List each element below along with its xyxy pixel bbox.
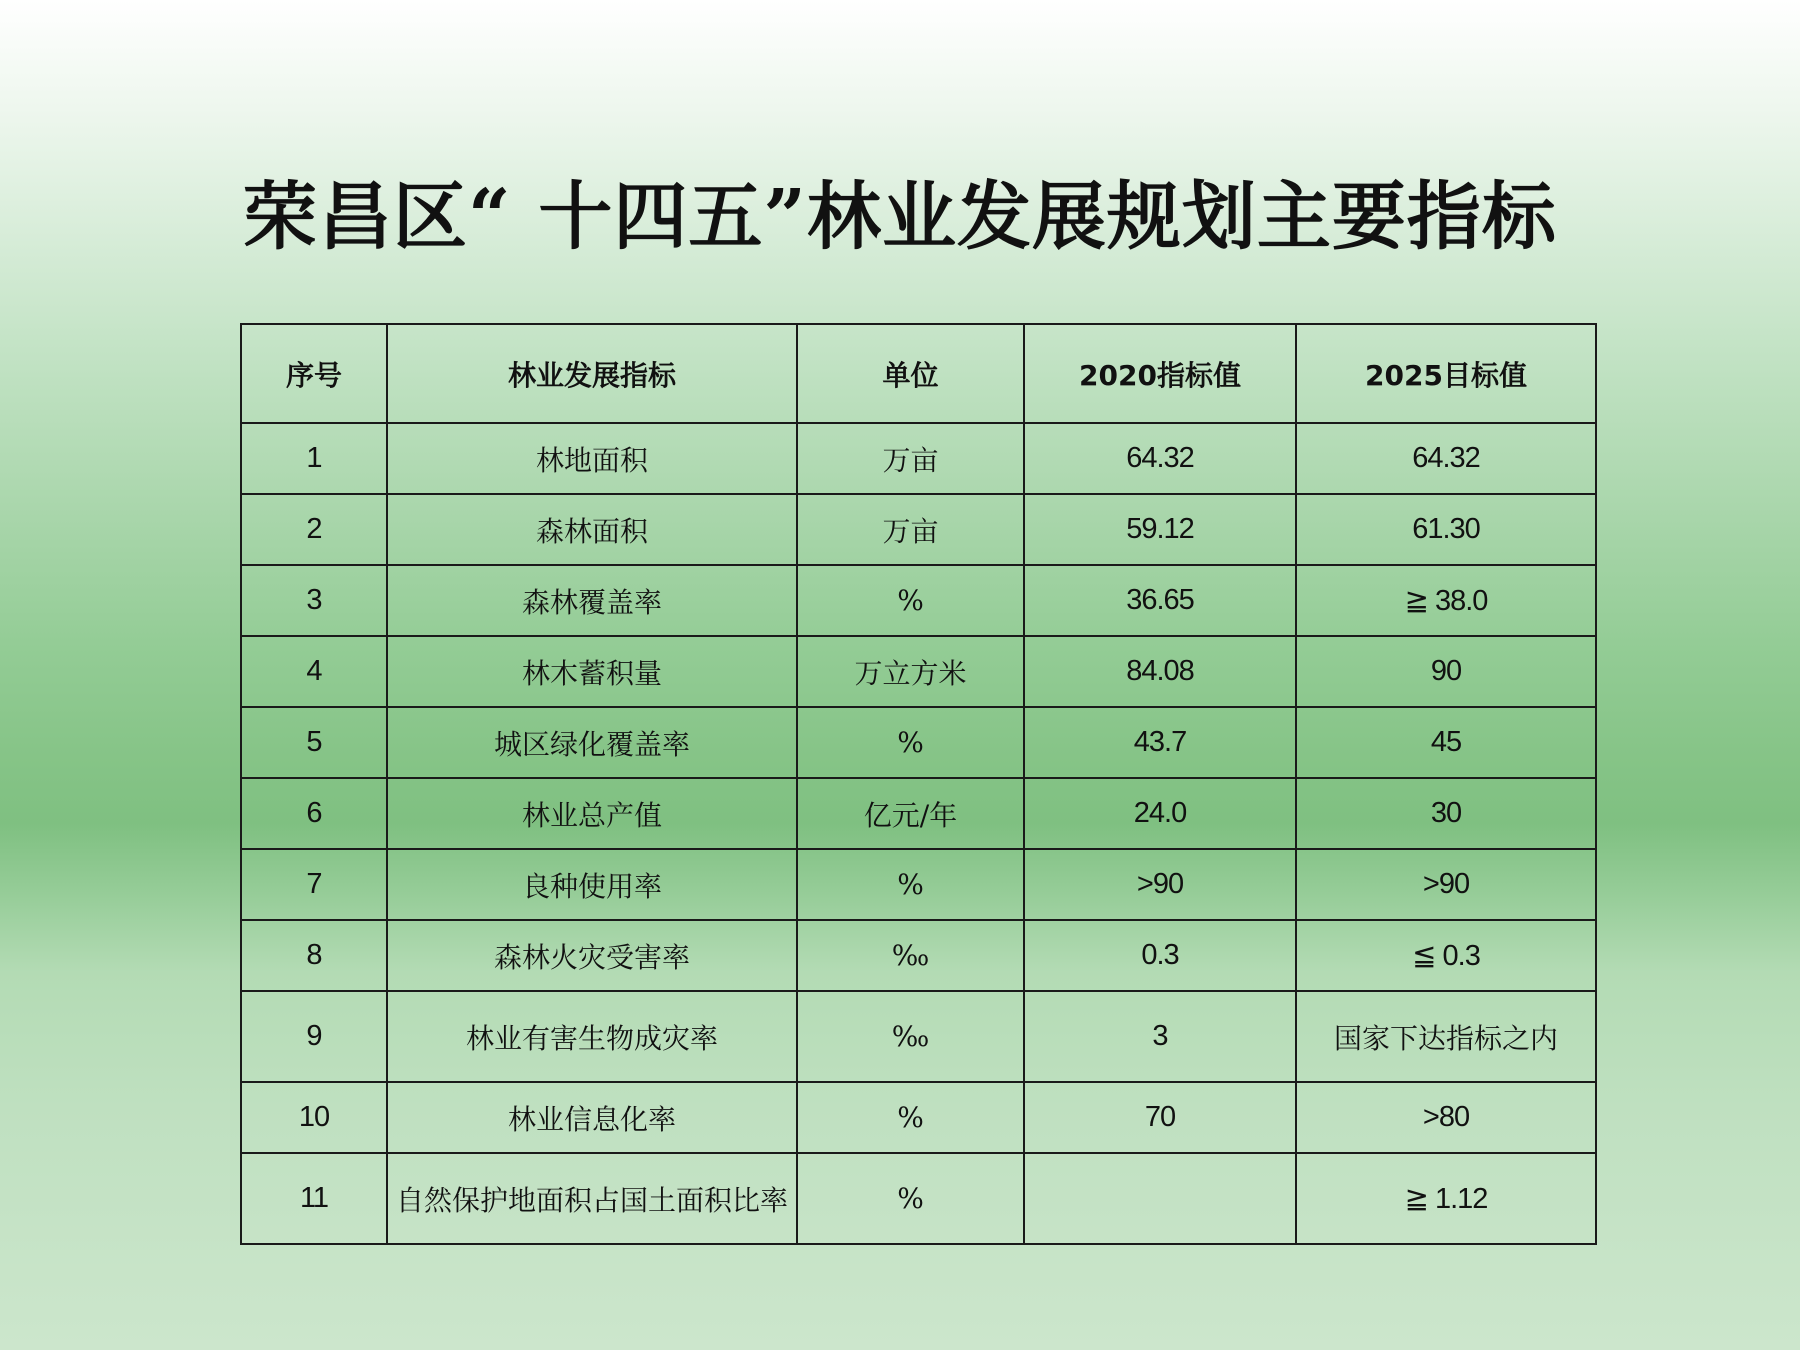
cell-seq: 8 xyxy=(241,920,387,991)
header-unit: 单位 xyxy=(797,324,1024,423)
cell-2025-target: 61.30 xyxy=(1296,494,1596,565)
cell-indicator: 林地面积 xyxy=(387,423,797,494)
cell-2025-target: 45 xyxy=(1296,707,1596,778)
cell-2020-value: >90 xyxy=(1024,849,1296,920)
cell-unit: % xyxy=(797,1082,1024,1153)
cell-2020-value: 59.12 xyxy=(1024,494,1296,565)
cell-unit: % xyxy=(797,565,1024,636)
table-row xyxy=(241,1082,1596,1153)
cell-indicator: 城区绿化覆盖率 xyxy=(387,707,797,778)
cell-unit: ‰ xyxy=(797,920,1024,991)
cell-2025-target: 30 xyxy=(1296,778,1596,849)
table-header-row xyxy=(241,324,1596,423)
header-2025-target: 2025目标值 xyxy=(1296,324,1596,423)
table-row xyxy=(241,849,1596,920)
cell-unit: 万亩 xyxy=(797,423,1024,494)
cell-unit: 亿元/年 xyxy=(797,778,1024,849)
cell-seq: 10 xyxy=(241,1082,387,1153)
cell-seq: 6 xyxy=(241,778,387,849)
cell-unit: % xyxy=(797,849,1024,920)
cell-unit: 万立方米 xyxy=(797,636,1024,707)
cell-seq: 3 xyxy=(241,565,387,636)
cell-seq: 4 xyxy=(241,636,387,707)
cell-2020-value: 70 xyxy=(1024,1082,1296,1153)
cell-unit: % xyxy=(797,1153,1024,1244)
cell-2025-target: ≧ 1.12 xyxy=(1296,1153,1596,1244)
cell-seq: 2 xyxy=(241,494,387,565)
cell-2020-value: 36.65 xyxy=(1024,565,1296,636)
cell-seq: 11 xyxy=(241,1153,387,1244)
header-seq: 序号 xyxy=(241,324,387,423)
cell-indicator: 森林覆盖率 xyxy=(387,565,797,636)
cell-2020-value: 24.0 xyxy=(1024,778,1296,849)
cell-indicator: 良种使用率 xyxy=(387,849,797,920)
table-row xyxy=(241,991,1596,1082)
cell-2020-value: 64.32 xyxy=(1024,423,1296,494)
cell-2025-target: 国家下达指标之内 xyxy=(1296,991,1596,1082)
table-row xyxy=(241,636,1596,707)
cell-indicator: 林业信息化率 xyxy=(387,1082,797,1153)
header-2020-value: 2020指标值 xyxy=(1024,324,1296,423)
table-row xyxy=(241,707,1596,778)
cell-indicator: 自然保护地面积占国土面积比率 xyxy=(387,1153,797,1244)
cell-seq: 5 xyxy=(241,707,387,778)
cell-2020-value: 84.08 xyxy=(1024,636,1296,707)
cell-indicator: 森林火灾受害率 xyxy=(387,920,797,991)
cell-indicator: 林业总产值 xyxy=(387,778,797,849)
cell-seq: 7 xyxy=(241,849,387,920)
cell-2020-value: 3 xyxy=(1024,991,1296,1082)
cell-2025-target: >80 xyxy=(1296,1082,1596,1153)
cell-indicator: 林业有害生物成灾率 xyxy=(387,991,797,1082)
cell-2025-target: ≦ 0.3 xyxy=(1296,920,1596,991)
table-row xyxy=(241,1153,1596,1244)
table-row xyxy=(241,920,1596,991)
header-indicator: 林业发展指标 xyxy=(387,324,797,423)
cell-seq: 9 xyxy=(241,991,387,1082)
cell-indicator: 森林面积 xyxy=(387,494,797,565)
table-row xyxy=(241,423,1596,494)
cell-2020-value: 43.7 xyxy=(1024,707,1296,778)
cell-2020-value xyxy=(1024,1153,1296,1244)
table-row xyxy=(241,494,1596,565)
table-body xyxy=(241,423,1596,1244)
cell-unit: ‰ xyxy=(797,991,1024,1082)
cell-2025-target: 90 xyxy=(1296,636,1596,707)
cell-2025-target: ≧ 38.0 xyxy=(1296,565,1596,636)
indicator-table xyxy=(240,323,1597,1245)
cell-2025-target: >90 xyxy=(1296,849,1596,920)
cell-unit: 万亩 xyxy=(797,494,1024,565)
table-row xyxy=(241,565,1596,636)
cell-seq: 1 xyxy=(241,423,387,494)
page-title: 荣昌区“ 十四五”林业发展规划主要指标 xyxy=(243,174,1557,260)
cell-unit: % xyxy=(797,707,1024,778)
cell-2025-target: 64.32 xyxy=(1296,423,1596,494)
table-row xyxy=(241,778,1596,849)
cell-indicator: 林木蓄积量 xyxy=(387,636,797,707)
cell-2020-value: 0.3 xyxy=(1024,920,1296,991)
